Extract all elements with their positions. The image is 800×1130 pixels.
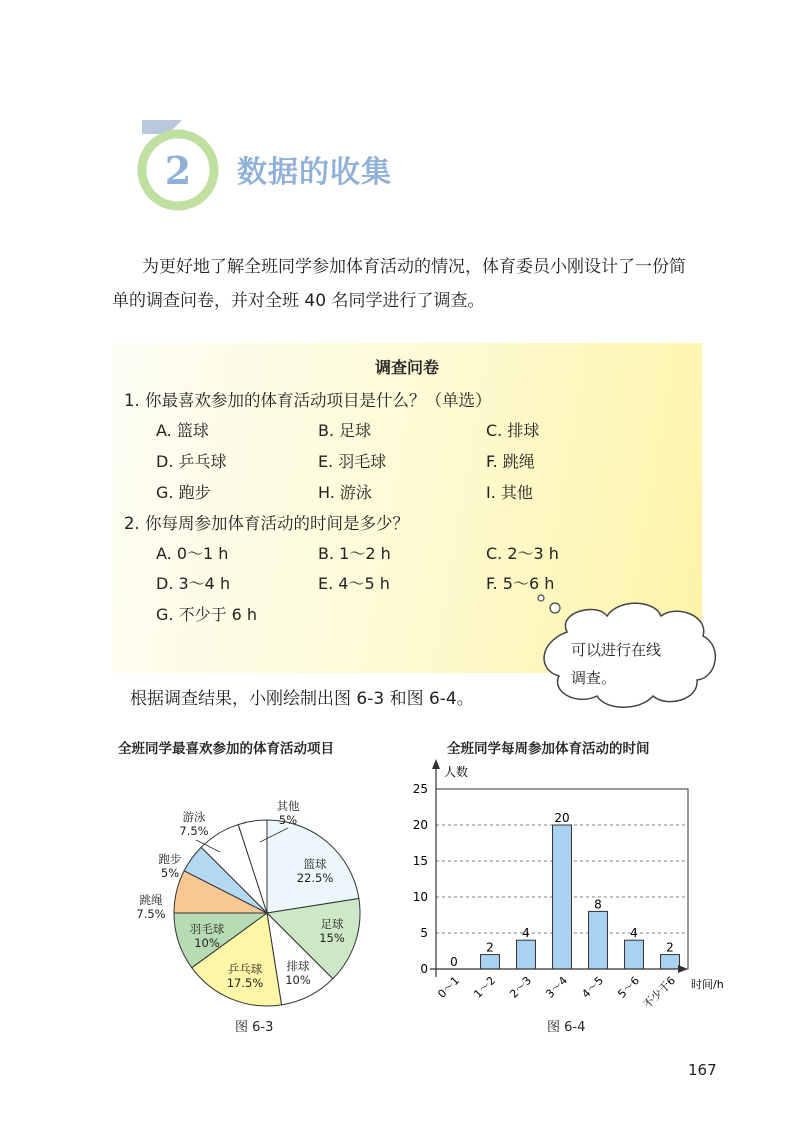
pie-label-pingpong-value: 17.5% <box>226 976 264 990</box>
x-axis-label: 时间/h <box>691 978 724 991</box>
cloud-bubble-small <box>538 595 544 601</box>
x-tick-6: 不少于6 <box>640 973 679 1012</box>
x-tick-2: 2～3 <box>507 973 535 1001</box>
pie-label-badminton-value: 10% <box>194 936 220 950</box>
bar-value-1: 2 <box>486 940 494 955</box>
cloud-text <box>571 636 681 692</box>
bar-3 <box>553 825 572 969</box>
pie-chart <box>112 780 402 1050</box>
y-tick-25: 25 <box>412 782 428 796</box>
pie-chart-title: 全班同学最喜欢参加的体育活动项目 <box>118 741 334 757</box>
q1-option-e: E. 羽毛球 <box>318 452 387 471</box>
pie-label-running-name: 跑步 <box>158 852 182 866</box>
q2-option-g: G. 不少于 6 h <box>156 605 258 624</box>
y-axis-arrow <box>432 759 440 769</box>
cloud-bubble-medium <box>550 603 560 613</box>
q1-option-g: G. 跑步 <box>156 483 211 502</box>
y-tick-15: 15 <box>412 854 428 868</box>
pie-label-running-value: 5% <box>160 866 180 880</box>
bar-figure-caption: 图 6-4 <box>547 1020 586 1035</box>
section-number: 2 <box>164 148 192 193</box>
q2-option-a: A. 0～1 h <box>156 544 229 563</box>
pie-label-other-name: 其他 <box>276 799 300 813</box>
intro-line-2: 单的调查问卷，并对全班 40 名同学进行了调查。 <box>112 291 485 311</box>
intro-line-1: 为更好地了解全班同学参加体育活动的情况，体育委员小刚设计了一份简 <box>142 257 686 277</box>
pie-label-swimming-name: 游泳 <box>182 810 206 824</box>
y-tick-20: 20 <box>412 818 428 832</box>
pie-label-swimming-value: 7.5% <box>179 824 209 838</box>
pie-label-basketball-name: 篮球 <box>303 857 327 871</box>
section-title: 数据的收集 <box>237 155 392 190</box>
y-tick-0: 0 <box>420 962 428 976</box>
q1-option-d: D. 乒乓球 <box>156 452 227 471</box>
y-axis-label: 人数 <box>444 765 469 779</box>
pie-label-volleyball-name: 排球 <box>286 959 310 973</box>
x-tick-0: 0～1 <box>435 973 463 1001</box>
pie-figure-caption: 图 6-3 <box>235 1020 274 1035</box>
q1-option-i: I. 其他 <box>486 483 533 502</box>
pie-label-other-value: 5% <box>278 813 298 827</box>
pie-label-badminton-name: 羽毛球 <box>189 922 225 936</box>
bar-value-5: 4 <box>630 926 638 941</box>
pie-label-basketball-value: 22.5% <box>296 871 334 885</box>
q1-option-a: A. 篮球 <box>156 421 209 440</box>
section-number-badge <box>120 112 220 212</box>
y-tick-5: 5 <box>420 926 428 940</box>
q2-option-b: B. 1～2 h <box>318 544 391 563</box>
q1-option-b: B. 足球 <box>318 421 372 440</box>
bar-6 <box>661 955 680 969</box>
page-number: 167 <box>688 1061 717 1079</box>
conclusion-text: 根据调查结果，小刚绘制出图 6-3 和图 6-4。 <box>130 689 474 709</box>
x-tick-3: 3～4 <box>543 973 571 1001</box>
pie-label-football-value: 15% <box>319 931 345 945</box>
x-tick-5: 5～6 <box>615 973 643 1001</box>
bar-4 <box>589 911 608 969</box>
bar-value-3: 20 <box>554 811 570 825</box>
q2-option-e: E. 4～5 h <box>318 574 390 593</box>
x-tick-4: 4～5 <box>579 973 607 1001</box>
intro-paragraph <box>112 250 712 318</box>
bar-value-6: 2 <box>666 940 674 955</box>
pie-label-rope-name: 跳绳 <box>139 893 163 907</box>
q1-option-h: H. 游泳 <box>318 483 372 502</box>
question-2: 2. 你每周参加体育活动的时间是多少？ <box>124 514 409 533</box>
pie-label-football-name: 足球 <box>320 917 344 931</box>
bar-value-4: 8 <box>594 897 602 912</box>
pie-label-pingpong-name: 乒乓球 <box>227 962 263 976</box>
x-axis-arrow <box>678 965 688 973</box>
bar-chart <box>400 755 724 1015</box>
q2-option-d: D. 3～4 h <box>156 574 231 593</box>
cloud-line-1: 可以进行在线 <box>571 641 662 659</box>
x-tick-1: 1～2 <box>471 973 499 1001</box>
bar-value-2: 4 <box>522 926 530 941</box>
pie-label-volleyball-value: 10% <box>285 973 311 987</box>
bar-2 <box>517 940 536 969</box>
bar-5 <box>625 940 644 969</box>
q1-option-f: F. 跳绳 <box>486 452 535 471</box>
question-1: 1. 你最喜欢参加的体育活动项目是什么？（单选） <box>124 391 492 410</box>
pie-label-rope-value: 7.5% <box>136 907 166 921</box>
q2-option-f: F. 5～6 h <box>486 574 555 593</box>
cloud-line-2: 调查。 <box>571 669 617 687</box>
bar-chart-title: 全班同学每周参加体育活动的时间 <box>447 741 650 757</box>
y-tick-10: 10 <box>412 890 428 904</box>
survey-title: 调查问卷 <box>374 358 439 377</box>
q1-option-c: C. 排球 <box>486 421 540 440</box>
q2-option-c: C. 2～3 h <box>486 544 559 563</box>
bar-1 <box>481 955 500 969</box>
bar-value-0: 0 <box>450 955 458 969</box>
